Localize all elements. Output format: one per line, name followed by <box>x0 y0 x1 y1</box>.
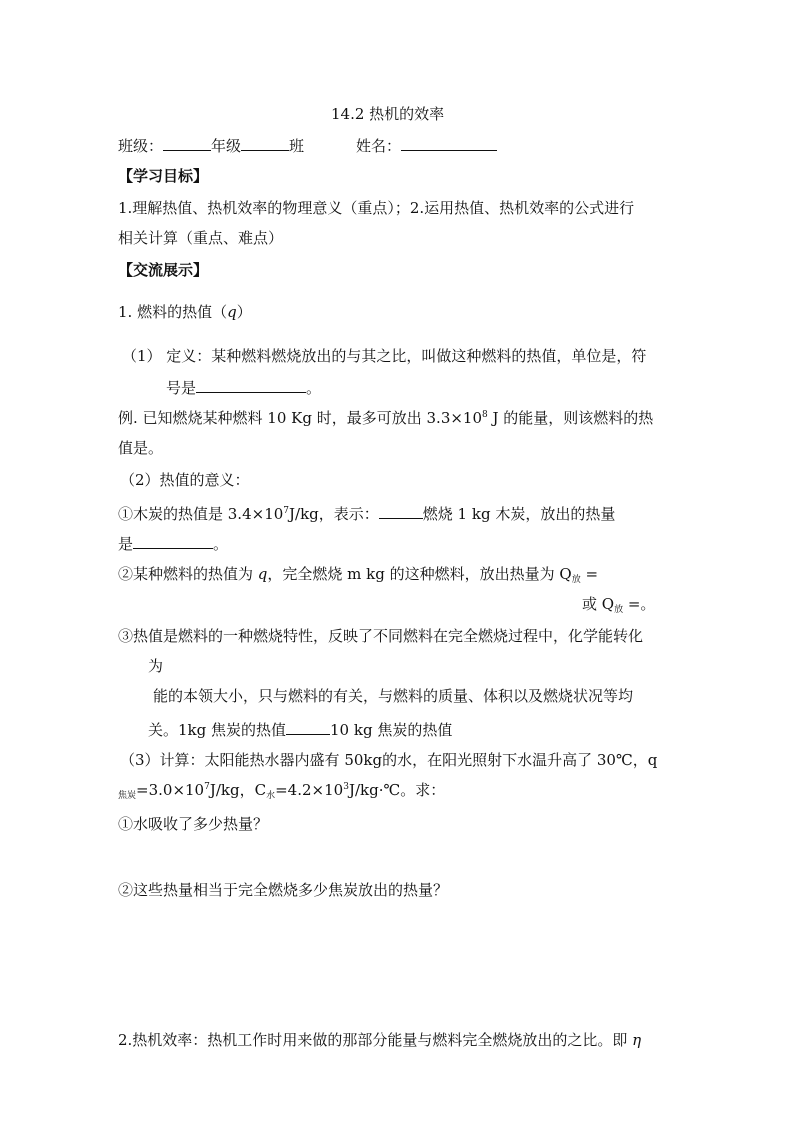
example-exponent: 8 <box>482 410 488 420</box>
page-title: 14.2 热机的效率 <box>331 105 445 123</box>
calc-water-sub: 水 <box>266 791 276 801</box>
meaning-2-text-c: = <box>580 565 599 583</box>
calc-coke-sub: 焦炭 <box>118 791 137 801</box>
meaning-3-line-2: 为 <box>148 657 164 675</box>
calc-text-a: =3.0×10 <box>136 781 205 799</box>
example-line-2: 值是。 <box>118 439 164 457</box>
meaning-1-line-2 <box>118 532 228 554</box>
q1-title-suffix: ） <box>236 303 252 321</box>
calc-text-d: J/kg·℃。求： <box>348 781 446 799</box>
meaning-3-text-a: 关。1kg 焦炭的热值 <box>148 721 287 739</box>
q2-text: 2.热机效率：热机工作时用来做的那部分能量与燃料完全燃烧放出的之比。即 <box>118 1031 633 1049</box>
name-label: 姓名： <box>356 137 402 155</box>
meaning-2-line-2 <box>582 594 655 614</box>
meaning-1-heat-blank[interactable] <box>133 532 213 549</box>
objectives-line-2: 相关计算（重点、难点） <box>118 229 284 247</box>
q1-title <box>118 302 252 322</box>
calc-text-b: J/kg，C <box>209 781 267 799</box>
q2-line-1 <box>118 1030 641 1050</box>
meaning-2-alt-sub: 放 <box>614 605 624 615</box>
meaning-1-blank[interactable] <box>379 502 423 519</box>
exchange-heading: 【交流展示】 <box>118 261 209 279</box>
meaning-1-line-1 <box>118 502 615 524</box>
meaning-2-alt-a: 或 Q <box>582 595 615 613</box>
q1-title-q: q <box>227 303 237 321</box>
sub-question-2: ②这些热量相当于完全燃烧多少焦炭放出的热量？ <box>118 881 449 899</box>
meaning-2-sub: 放 <box>571 575 581 585</box>
q1-title-prefix: 1. 燃料的热值（ <box>118 303 228 321</box>
meaning-1-text-b: J/kg，表示： <box>289 505 379 523</box>
calc-exponent-1: 7 <box>204 782 210 792</box>
meaning-heading: （2）热值的意义： <box>120 471 250 489</box>
meaning-3-text-b: 10 kg 焦炭的热值 <box>330 721 453 739</box>
ban-label: 班 <box>289 137 305 155</box>
meaning-3-line-1: ③热值是燃料的一种燃烧特性，反映了不同燃料在完全燃烧过程中，化学能转化 <box>118 627 644 645</box>
objectives-heading: 【学习目标】 <box>118 167 209 185</box>
calc-line-2 <box>118 780 445 800</box>
meaning-3-line-3: 能的本领大小，只与燃料的有关，与燃料的质量、体积以及燃烧状况等均 <box>153 687 634 705</box>
definition-line-1: （1） 定义：某种燃料燃烧放出的与其之比，叫做这种燃料的热值，单位是，符 <box>122 347 647 365</box>
meaning-2-line-1 <box>118 564 598 584</box>
meaning-1-exponent: 7 <box>283 506 290 516</box>
definition-line-end: 。 <box>306 379 322 397</box>
meaning-1-line-2-label: 是 <box>118 535 134 553</box>
example-text-a: 例. 已知燃烧某种燃料 10 Kg 时，最多可放出 3.3×10 <box>118 409 483 427</box>
meaning-1-line-2-end: 。 <box>213 535 229 553</box>
symbol-blank[interactable] <box>196 376 306 393</box>
calc-line-1: （3）计算：太阳能热水器内盛有 50kg的水，在阳光照射下水温升高了 30℃，q <box>120 751 658 769</box>
meaning-1-text-c: 燃烧 1 kg 木炭，放出的热量 <box>422 505 616 523</box>
student-info-line <box>118 134 497 156</box>
meaning-2-text-b: ，完全燃烧 m kg 的这种燃料，放出热量为 Q <box>267 565 572 583</box>
ban-blank[interactable] <box>241 134 289 151</box>
class-label: 班级： <box>118 137 164 155</box>
meaning-1-text-a: ①木炭的热值是 3.4×10 <box>118 505 284 523</box>
calc-exponent-2: 3 <box>343 782 349 792</box>
sub-question-1: ①水吸收了多少热量？ <box>118 815 269 833</box>
name-blank[interactable] <box>401 134 497 151</box>
grade-label: 年级 <box>211 137 242 155</box>
meaning-2-text-a: ②某种燃料的热值为 <box>118 565 258 583</box>
definition-line-2 <box>166 376 321 398</box>
definition-symbol-label: 号是 <box>166 379 197 397</box>
meaning-3-line-4 <box>148 718 452 740</box>
compare-blank[interactable] <box>286 718 330 735</box>
meaning-2-alt-b: =。 <box>623 595 656 613</box>
example-text-b: J 的能量，则该燃料的热 <box>487 409 654 427</box>
example-line-1 <box>118 408 653 428</box>
meaning-2-q: q <box>257 565 268 583</box>
grade-blank[interactable] <box>163 134 211 151</box>
q2-eta: η <box>632 1031 642 1049</box>
calc-text-c: =4.2×10 <box>275 781 344 799</box>
objectives-line-1: 1.理解热值、热机效率的物理意义（重点）；2.运用热值、热机效率的公式进行 <box>118 199 635 217</box>
